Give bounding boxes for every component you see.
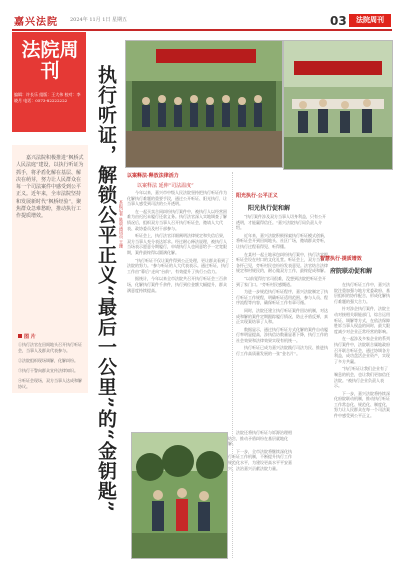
section2-subtitle: 阳光执行促和解 xyxy=(248,205,291,212)
paragraph: “执行案件涉及双方当事人切身利益，只有公开透明，才能赢得信任。”嘉兴法院执行局负责人介绍。 xyxy=(236,214,327,231)
section2-kicker: 阳光执行·公平正义 xyxy=(236,193,278,199)
section3-subtitle: 府院联动促和解 xyxy=(330,268,373,275)
photo-notes xyxy=(18,342,84,394)
section1-kicker: 以案释法·释放法律活力 xyxy=(127,173,179,179)
section1-heading xyxy=(127,172,207,189)
paragraph: 今年以来，嘉兴市中级人民法院坚持把执行听证作为化解执行难题的重要手段，通过公开听证、阳光执行，让当事人感受到司法的公开透明。 xyxy=(127,190,227,207)
paragraph: 下一步，全市法院将继续深化执行听证工作机制，不断提升执行工作规范化水平，为建设更高水平平安嘉兴、法治嘉兴贡献法院力量。 xyxy=(228,448,292,471)
section2-heading xyxy=(236,192,328,212)
byline: 本报记者 陈晨 通讯员 王珊 xyxy=(119,200,124,248)
masthead-date: 2024年 11月 1日 星期五 xyxy=(70,17,128,23)
page-number: 03 xyxy=(330,14,347,28)
top-rule xyxy=(12,29,392,31)
paragraph: 在一起涉及多家企业的系列执行案件中，法院联合属地政府召开联合听证会，通过协调各方利益，成功盘活企业资产，实现了多方共赢。 xyxy=(334,336,390,364)
section3-heading xyxy=(320,255,392,275)
paragraph: 为进一步规范执行听证程序，嘉兴法院制定了执行听证工作规程，明确听证适用范围、参与人员、程序流程等内容，确保听证工作有章可循。 xyxy=(236,289,328,306)
paragraph: “执行听证不仅让案件得到公正处理，更让群众看到了法院的努力。”参与听证的人大代表表示。通过听证，执行工作由“幕后”走向“台前”，有效提升了执行公信力。 xyxy=(127,257,230,274)
masthead-logo: 嘉兴法院 xyxy=(14,17,58,28)
section1-body xyxy=(127,190,230,430)
paragraph: 下一步，嘉兴法院将持续深化府院联动机制，推动执行听证工作常态化、规范化、制度化，努力让人民群众在每一个司法案件中感受到公平正义。 xyxy=(334,390,390,419)
paragraph: “执行听证让我们企业有了喘息的机会，也让我们更加信任法院。”被执行企业负责人表示。 xyxy=(334,366,390,389)
paragraph: 在执行听证工作中，嘉兴法院注重加强与地方党委政府、基层组织的协作配合，形成化解执行难题的强大合力。 xyxy=(334,282,390,304)
section-banner-intro: 编辑：许长乐 组版：王大伟 校对：李晓月 电话：0573-82222222 xyxy=(14,92,81,103)
photo-note: ③执行干警向群众宣传法律知识。 xyxy=(18,368,78,373)
paragraph: 执行听证已成为嘉兴法院践行司法为民、推进执行工作高质量发展的一张“金名片”。 xyxy=(236,345,328,357)
section-banner-title: 法院周刊 xyxy=(21,39,79,82)
column-divider xyxy=(232,172,233,558)
sidebar-intro: 嘉兴法院积极推进“枫桥式人民法庭”建设，以执行听证为抓手，将矛盾化解在基层、解决在萌芽，努力让人民群众在每一个司法案件中感受到公平正义。近年来，全市法院坚持和发展新时代“枫桥经验”，聚焦群众急难愁盼，推动执行工作提质增效。 xyxy=(16,155,84,220)
paragraph: “以前觉得打官司很难，没想到法院把听证会开到了家门口。”旁听村民感慨道。 xyxy=(236,275,327,287)
photo-note: ①执行法官在田间地头召开执行听证会，当事人及群众代表参与。 xyxy=(18,342,82,353)
section-tag: 法院周刊 xyxy=(349,14,391,27)
section1-subtitle: 以案释法 延伸“司法温度” xyxy=(137,183,194,189)
paragraph: 在一起买卖合同纠纷执行案件中，被执行人以经营困难为由迟迟未履行还款义务。执行法官深入实地调查了解情况后，组织双方当事人召开执行听证会，邀请人大代表、政协委员及村干部参与。 xyxy=(127,208,227,231)
photo-note: ④听证会现场，双方当事人达成和解协议。 xyxy=(18,378,82,389)
headline: 执行听证，解锁公平正义“最后一公里”的“金钥匙” xyxy=(95,65,117,513)
section3-body xyxy=(334,282,392,558)
photo-notes-heading: 图 片 xyxy=(18,333,36,340)
photo-note: ②法院组织现场调解，化解纠纷。 xyxy=(18,358,78,363)
photo-outdoor-hearing xyxy=(283,40,393,170)
paragraph: 法院还将执行听证与诉源治理相结合，推动矛盾纠纷在基层就地化解。 xyxy=(228,430,292,447)
paragraph: 针对涉企执行案件，法院主动对接相关职能部门，综合运用听证、调解等方式，在依法保障胜诉当事人权益的同时，最大限度减少对企业正常经营的影响。 xyxy=(334,306,390,334)
paragraph: 数据显示，通过执行听证方式化解的案件自动履行率明显提高，涉执信访数量显著下降，执行工作的社会效果和法律效果实现有机统一。 xyxy=(236,326,328,343)
paragraph: 据统计，今年以来全市法院共召开执行听证会三百余场，化解执行案件千余件，执行到位金额大幅提升，群众满意度持续提高。 xyxy=(127,276,227,293)
section3-kicker: 智慧执行·提质增效 xyxy=(320,256,362,262)
photo-field-visit xyxy=(131,432,228,559)
paragraph: 听证会上，执行法官详细阐明法律规定和失信后果，双方当事人充分表达诉求。经过耐心释法说理，被执行人当场表示愿意分期履行，申请执行人也同意给予一定宽限期，案件最终得以圆满化解。 xyxy=(127,233,227,255)
paragraph: 近年来，嘉兴法院积极探索执行听证模式创新，将听证会开到田间地头、社区广场，邀请群众旁听，让执行过程看得见、听得懂。 xyxy=(236,232,328,249)
paragraph: 在某村一起土地承包纠纷执行案中，执行法官把听证会设在村口的文化礼堂。听证会上，双方当事人各抒己见，旁听村民也纷纷发表意见。法官结合法律规定和村规民约，耐心做双方工作，最终促成和解。 xyxy=(236,251,328,274)
section2-body xyxy=(236,214,328,558)
photo-hearing-group xyxy=(125,40,283,168)
paragraph: 同时，法院还建立执行听证案件回访机制，对达成和解的案件定期跟踪履行情况，防止矛盾反弹，真正实现案结事了人和。 xyxy=(236,307,328,325)
